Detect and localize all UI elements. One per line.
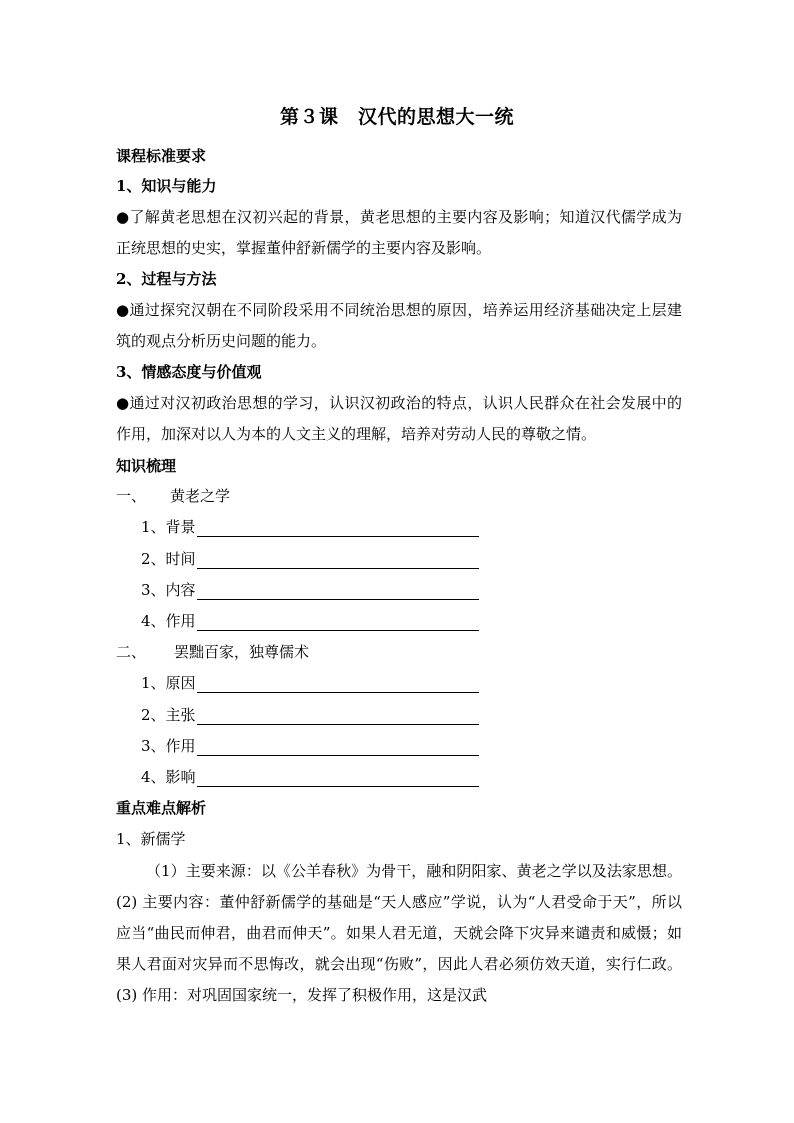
blank-label: 1、原因 [141, 674, 196, 692]
blank-row [141, 736, 479, 756]
analysis-paragraph: （1）主要来源：以《公羊春秋》为骨干，融和阴阳家、黄老之学以及法家思想。(2) 主要内容：董仲舒新儒学的基础是“天人感应”学说，认为“人君受命于天”，所以应当“曲民而伸君，曲君而伸天”。如果人君无道，天就会降下灾异来谴责和威慑；如果人君面对灾异而不思悔改，就会出现“伤败”，因此人君必须仿效天道，实行仁政。(3) 作用：对巩固国家统一，发挥了积极作用，这是汉武 [116, 862, 682, 1004]
fill-in-blank[interactable] [197, 676, 479, 693]
blank-row [141, 611, 479, 631]
standards-s3-text: ●通过对汉初政治思想的学习，认识汉初政治的特点，认识人民群众在社会发展中的作用，加深对以人为本的人文主义的理解，培养对劳动人民的尊敬之情。 [116, 394, 682, 443]
standards-heading: 课程标准要求 [116, 147, 207, 165]
analysis-heading: 重点难点解析 [116, 799, 207, 817]
fill-in-blank[interactable] [197, 770, 479, 787]
blank-label: 3、内容 [141, 581, 196, 599]
standards-s2-text: ●通过探究汉朝在不同阶段采用不同统治思想的原因，培养运用经济基础决定上层建筑的观点分析历史问题的能力。 [116, 301, 682, 350]
blank-row [141, 517, 479, 537]
fill-in-blank[interactable] [197, 552, 479, 569]
standards-s1-heading: 1、知识与能力 [116, 177, 217, 195]
fill-in-blank[interactable] [197, 583, 479, 600]
blank-label: 4、作用 [141, 612, 196, 630]
blank-label: 2、主张 [141, 706, 196, 724]
standards-s1-text: ●了解黄老思想在汉初兴起的背景，黄老思想的主要内容及影响；知道汉代儒学成为正统思想的史实，掌握董仲舒新儒学的主要内容及影响。 [116, 208, 682, 257]
blank-row [141, 705, 479, 725]
blank-label: 1、背景 [141, 518, 196, 536]
analysis-subheading-1: 1、新儒学 [116, 830, 186, 848]
outline-heading: 知识梳理 [116, 457, 177, 475]
standards-s2-heading: 2、过程与方法 [116, 270, 217, 288]
outline-section-2 [116, 642, 682, 662]
fill-in-blank[interactable] [197, 520, 479, 537]
blank-row [141, 767, 479, 787]
fill-in-blank[interactable] [197, 614, 479, 631]
blank-row [141, 580, 479, 600]
lesson-title: 第３课 汉代的思想大一统 [279, 106, 514, 128]
blank-label: 4、影响 [141, 768, 196, 786]
section-2-number: 二、 [116, 643, 147, 661]
standards-s3-heading: 3、情感态度与价值观 [116, 363, 262, 381]
blank-row [141, 549, 479, 569]
blank-row [141, 673, 479, 693]
section-2-title: 罢黜百家，独尊儒术 [174, 643, 310, 661]
outline-section-1 [116, 486, 682, 506]
fill-in-blank[interactable] [197, 708, 479, 725]
blank-label: 2、时间 [141, 550, 196, 568]
fill-in-blank[interactable] [197, 739, 479, 756]
blank-label: 3、作用 [141, 737, 196, 755]
section-1-title: 黄老之学 [170, 487, 231, 505]
section-1-number: 一、 [116, 487, 147, 505]
